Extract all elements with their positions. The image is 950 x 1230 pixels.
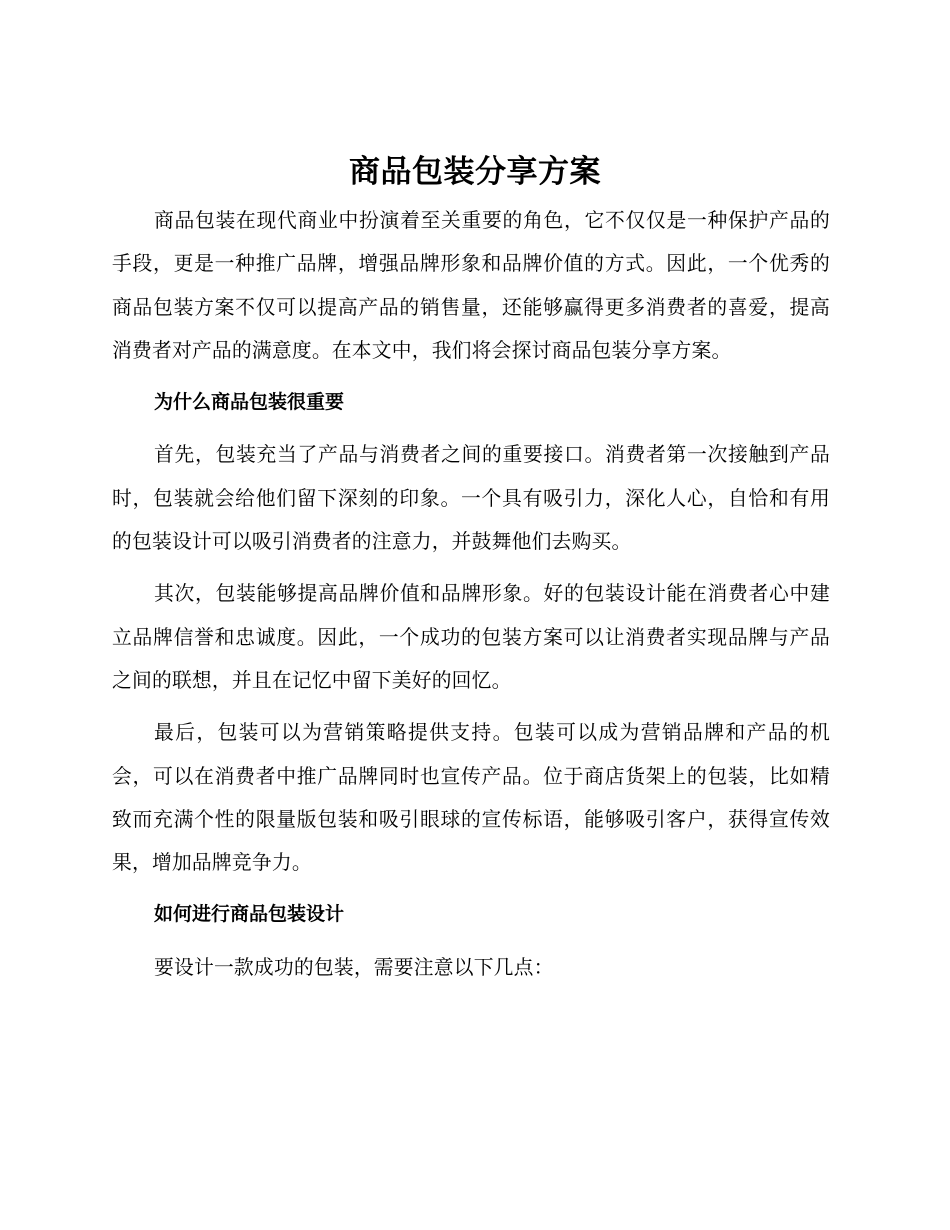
importance-paragraph-2: 其次，包装能够提高品牌价值和品牌形象。好的包装设计能在消费者心中建立品牌信誉和忠诚度。因此，一个成功的包装方案可以让消费者实现品牌与产品之间的联想，并且在记忆中留下美好的回忆。 [112, 582, 830, 692]
design-paragraph-1: 要设计一款成功的包装，需要注意以下几点： [154, 955, 554, 979]
importance-paragraph-1: 首先，包装充当了产品与消费者之间的重要接口。消费者第一次接触到产品时，包装就会给他们留下深刻的印象。一个具有吸引力，深化人心，自恰和有用的包装设计可以吸引消费者的注意力，并鼓舞他们去购买。 [112, 443, 830, 554]
importance-paragraph-3: 最后，包装可以为营销策略提供支持。包装可以成为营销品牌和产品的机会，可以在消费者中推广品牌同时也宣传产品。位于商店货架上的包装，比如精致而充满个性的限量版包装和吸引眼球的宣传标语，能够吸引客户，获得宣传效果，增加品牌竞争力。 [112, 721, 830, 875]
document-body [112, 199, 830, 989]
section-heading-design: 如何进行商品包装设计 [154, 903, 345, 926]
intro-paragraph: 商品包装在现代商业中扮演着至关重要的角色，它不仅仅是一种保护产品的手段，更是一种推广品牌，增强品牌形象和品牌价值的方式。因此，一个优秀的商品包装方案不仅可以提高产品的销售量，还能够赢得更多消费者的喜爱，提高消费者对产品的满意度。在本文中，我们将会探讨商品包装分享方案。 [112, 209, 830, 362]
document-title: 商品包装分享方案 [349, 154, 601, 190]
section-heading-importance: 为什么商品包装很重要 [154, 391, 345, 414]
